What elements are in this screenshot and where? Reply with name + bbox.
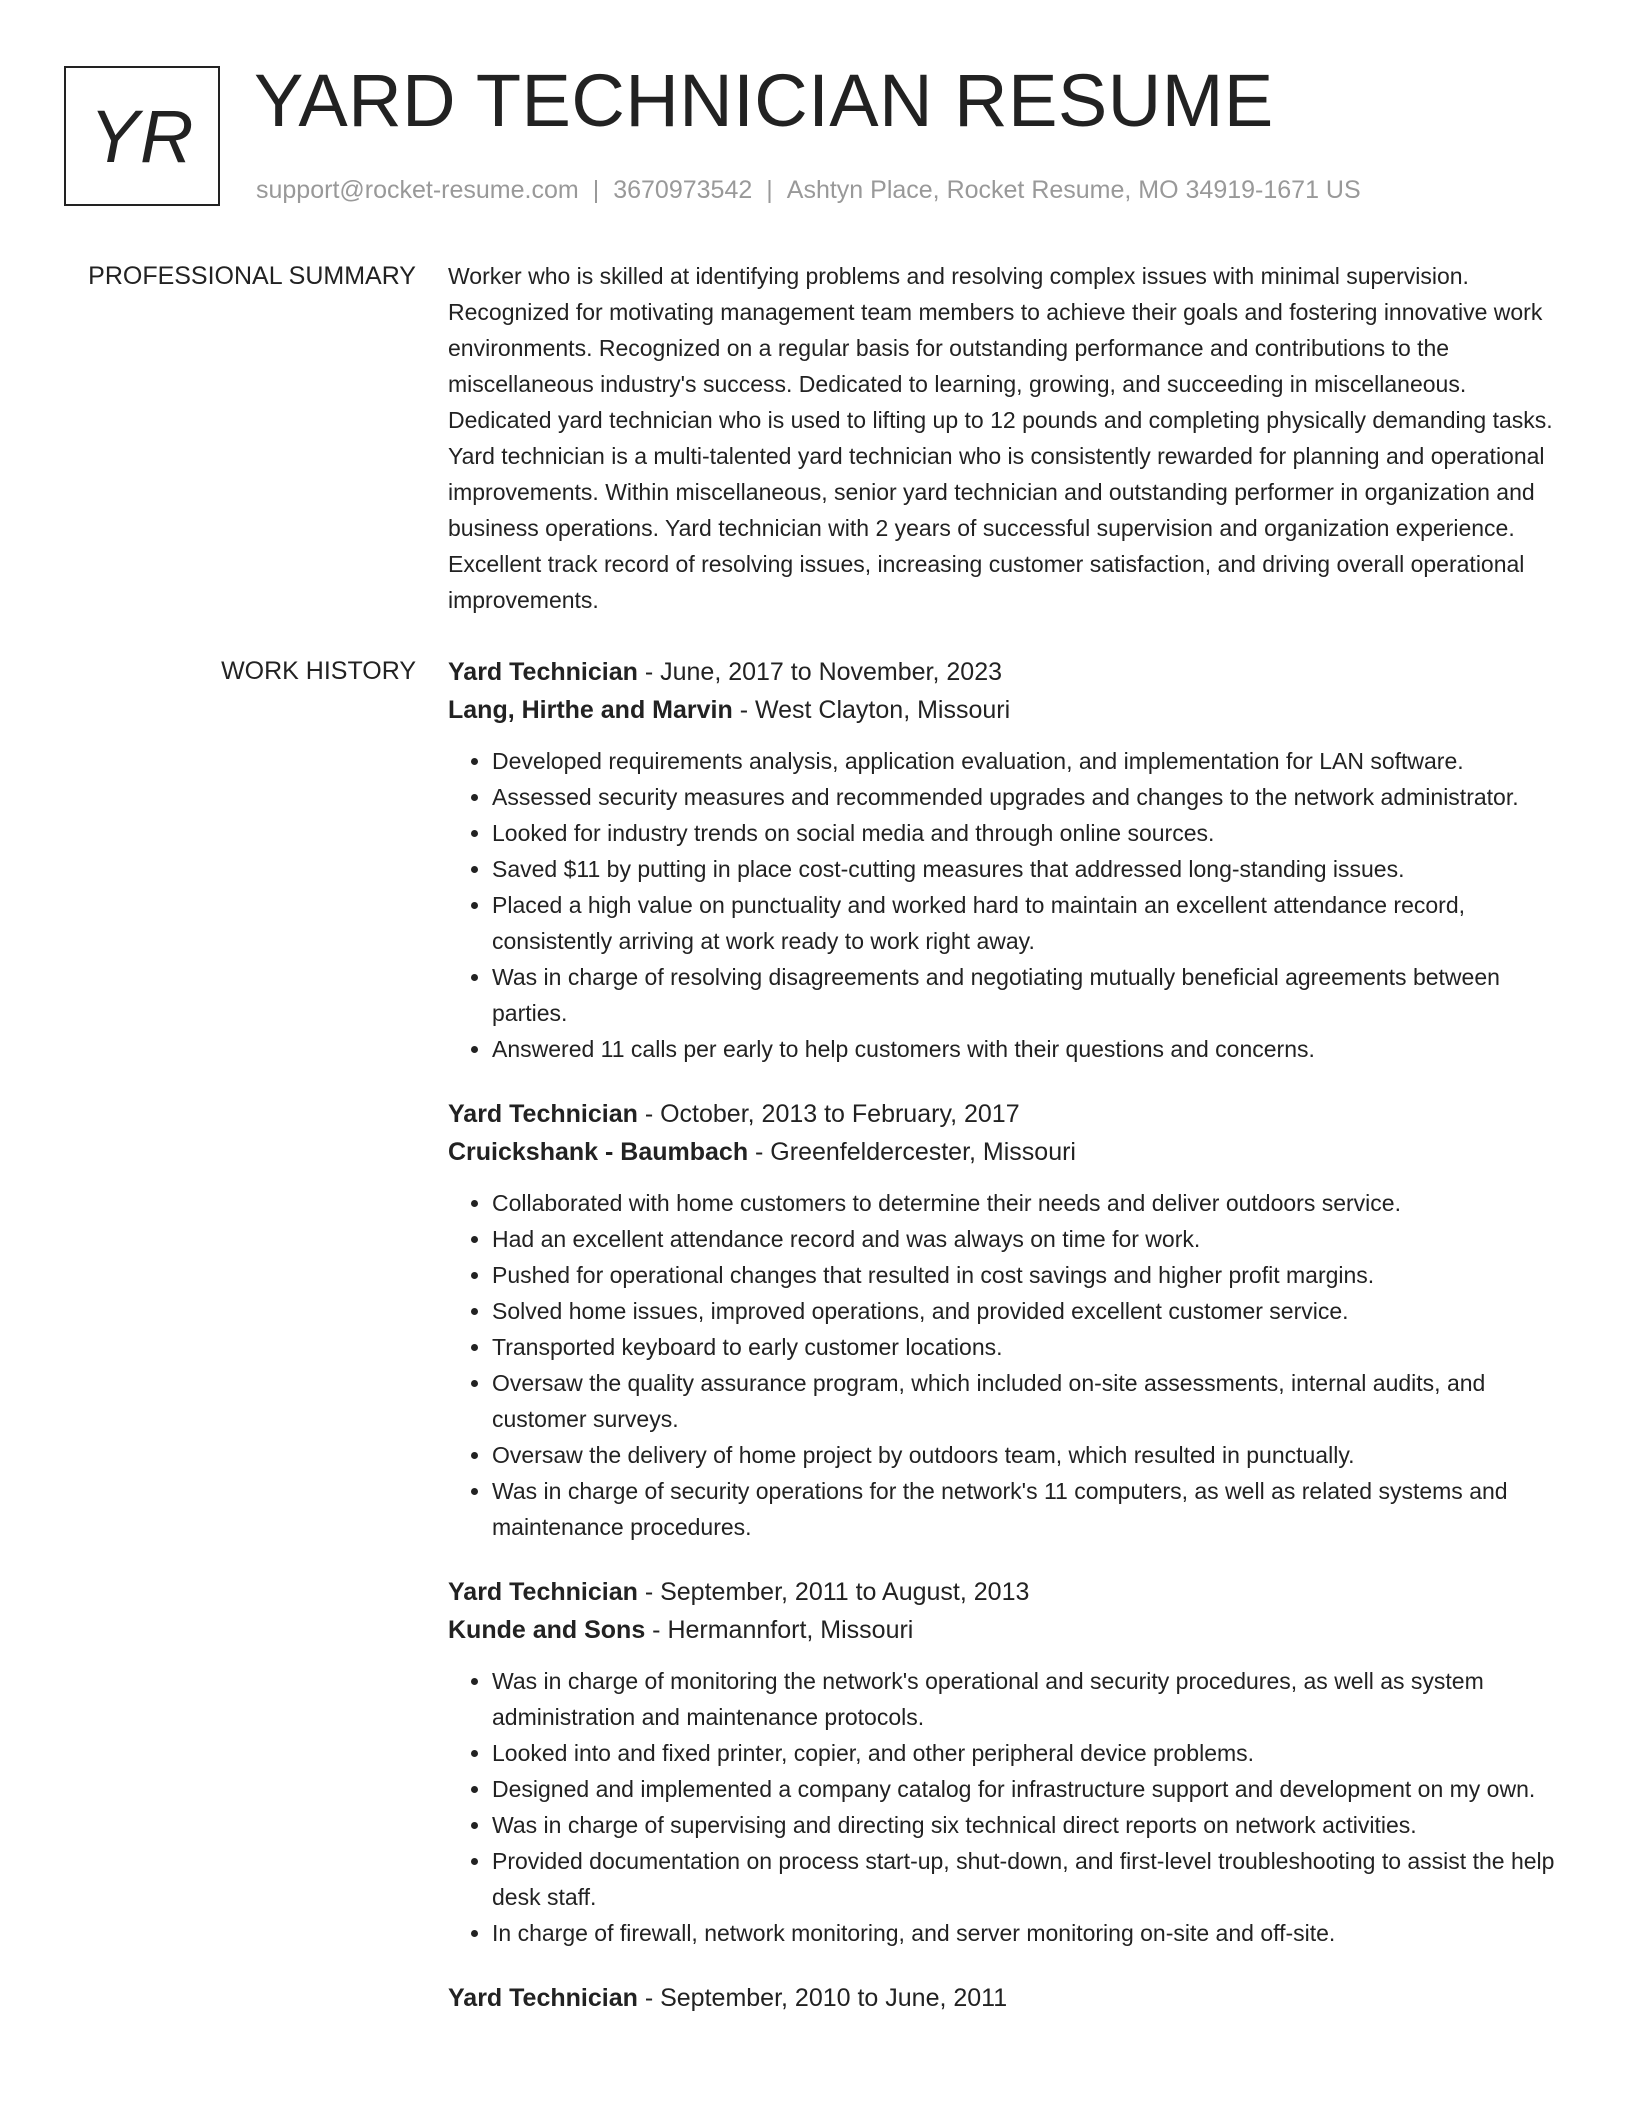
job-location: - Hermannfort, Missouri (645, 1616, 914, 1644)
job-bullet: • Saved $11 by putting in place cost-cutting measures that addressed long-standing issues. (492, 851, 1568, 887)
work-history-heading: WORK HISTORY (221, 657, 416, 685)
job-dates: - October, 2013 to February, 2017 (637, 1100, 1020, 1128)
contact-separator: | (592, 176, 600, 204)
job-company-line (448, 691, 1568, 729)
job-bullet: • Designed and implemented a company catalog for infrastructure support and development on my own. (492, 1771, 1568, 1807)
job-dates: - June, 2017 to November, 2023 (637, 658, 1003, 686)
job-location: - West Clayton, Missouri (732, 696, 1011, 724)
job-title: Yard Technician (448, 1984, 638, 2012)
job-bullet: • Was in charge of monitoring the network's operational and security procedures, as well as system administration and maintenance protocols. (492, 1663, 1568, 1735)
job-bullets (448, 1663, 1568, 1951)
job-title: Yard Technician (448, 1100, 638, 1128)
job-bullet: • Pushed for operational changes that resulted in cost savings and higher profit margins. (492, 1257, 1568, 1293)
job-bullet: • Was in charge of supervising and directing six technical direct reports on network activities. (492, 1807, 1568, 1843)
contact-line (256, 174, 1361, 206)
job-bullet: • Had an excellent attendance record and was always on time for work. (492, 1221, 1568, 1257)
contact-phone: 3670973542 (613, 176, 753, 204)
job-bullet: • Oversaw the delivery of home project by outdoors team, which resulted in punctually. (492, 1437, 1568, 1473)
job-dates: - September, 2011 to August, 2013 (637, 1578, 1030, 1606)
contact-email: support@rocket-resume.com (256, 176, 579, 204)
job-bullet: • Solved home issues, improved operations, and provided excellent customer service. (492, 1293, 1568, 1329)
job-bullet: • Looked for industry trends on social media and through online sources. (492, 815, 1568, 851)
contact-address: Ashtyn Place, Rocket Resume, MO 34919-1671 US (786, 176, 1361, 204)
job-entry (448, 1979, 1568, 2017)
job-title-line (448, 1573, 1568, 1611)
job-bullet: • Looked into and fixed printer, copier, and other peripheral device problems. (492, 1735, 1568, 1771)
job-entry (448, 1573, 1568, 1951)
job-bullet: • Placed a high value on punctuality and worked hard to maintain an excellent attendance record, consistently arriving at work ready to work right away. (492, 887, 1568, 959)
contact-separator: | (766, 176, 773, 204)
summary-heading: PROFESSIONAL SUMMARY (88, 262, 416, 290)
job-bullet: • Was in charge of resolving disagreements and negotiating mutually beneficial agreements between parties. (492, 959, 1568, 1031)
job-title-line (448, 1095, 1568, 1133)
job-bullet: • Developed requirements analysis, application evaluation, and implementation for LAN software. (492, 743, 1568, 779)
summary-section (448, 258, 1568, 618)
job-title: Yard Technician (448, 1578, 638, 1606)
job-bullet: • In charge of firewall, network monitoring, and server monitoring on-site and off-site. (492, 1915, 1568, 1951)
monogram-box (64, 66, 220, 206)
resume-title: YARD TECHNICIAN RESUME (254, 59, 1274, 142)
job-bullet: • Oversaw the quality assurance program, which included on-site assessments, internal audits, and customer surveys. (492, 1365, 1568, 1437)
job-bullet: • Transported keyboard to early customer locations. (492, 1329, 1568, 1365)
work-history-section (448, 653, 1568, 2045)
summary-text: Worker who is skilled at identifying problems and resolving complex issues with minimal supervision. Recognized for motivating management team members to achieve their goals and fostering innovative work environments. Recognized on a regular basis for outstanding performance and contributions to the miscellaneous industry's success. Dedicated to learning, growing, and succeeding in miscellaneous. Dedicated yard technician who is used to lifting up to 12 pounds and completing physically demanding tasks. Yard technician is a multi-talented yard technician who is consistently rewarded for planning and operational improvements. Within miscellaneous, senior yard technician and outstanding performer in organization and business operations. Yard technician with 2 years of successful supervision and organization experience. Excellent track record of resolving issues, increasing customer satisfaction, and driving overall operational improvements. (448, 263, 1553, 613)
job-bullets (448, 743, 1568, 1067)
job-title-line (448, 1979, 1568, 2017)
job-location: - Greenfeldercester, Missouri (748, 1138, 1076, 1166)
job-company-line (448, 1611, 1568, 1649)
job-title: Yard Technician (448, 658, 638, 686)
job-bullet: • Provided documentation on process start-up, shut-down, and first-level troubleshooting to assist the help desk staff. (492, 1843, 1568, 1915)
job-company: Cruickshank - Baumbach (448, 1138, 749, 1166)
job-dates: - September, 2010 to June, 2011 (637, 1984, 1008, 2012)
job-company-line (448, 1133, 1568, 1171)
job-bullet: • Answered 11 calls per early to help customers with their questions and concerns. (492, 1031, 1568, 1067)
job-entry (448, 1095, 1568, 1545)
job-bullet: • Assessed security measures and recommended upgrades and changes to the network administrator. (492, 779, 1568, 815)
job-company: Lang, Hirthe and Marvin (448, 696, 733, 724)
job-entry (448, 653, 1568, 1067)
job-bullet: • Collaborated with home customers to determine their needs and deliver outdoors service. (492, 1185, 1568, 1221)
job-bullet: • Was in charge of security operations for the network's 11 computers, as well as related systems and maintenance procedures. (492, 1473, 1568, 1545)
job-bullets (448, 1185, 1568, 1545)
monogram-initials: YR (89, 94, 195, 178)
job-title-line (448, 653, 1568, 691)
job-company: Kunde and Sons (448, 1616, 646, 1644)
